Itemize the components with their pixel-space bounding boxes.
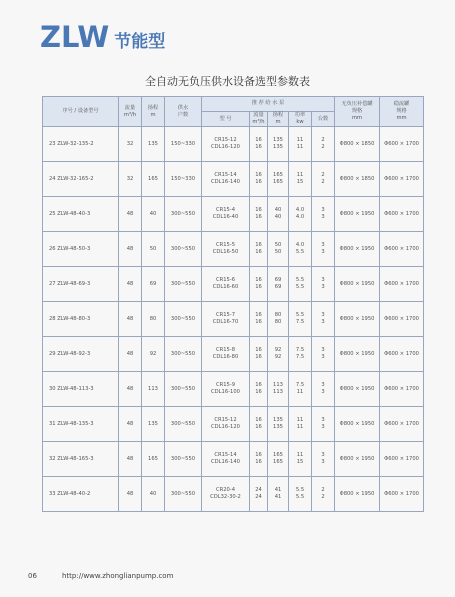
cell-power: 4.0 5.5 [289, 232, 312, 267]
cell-flow: 32 [119, 162, 142, 197]
cell-pump-head: 135 135 [268, 407, 289, 442]
cell-pump-head: 92 92 [268, 337, 289, 372]
cell-pump-head: 165 165 [268, 162, 289, 197]
brand-sub: 节能型 [114, 32, 166, 52]
cell-pump-head: 41 41 [268, 477, 289, 512]
cell-pump-head: 50 50 [268, 232, 289, 267]
cell-tank2: Φ600 × 1700 [380, 162, 424, 197]
cell-pump-model: CR15-12 CDL16-120 [202, 127, 250, 162]
cell-power: 11 11 [289, 127, 312, 162]
cell-qty: 2 2 [312, 162, 335, 197]
header-pump-model: 型 号 [202, 112, 250, 127]
table-row [43, 372, 424, 407]
cell-pump-model: CR15-5 CDL16-50 [202, 232, 250, 267]
cell-model: 29 ZLW-48-92-3 [43, 337, 119, 372]
cell-tank1: Φ800 × 1950 [335, 267, 380, 302]
cell-tank1: Φ800 × 1950 [335, 302, 380, 337]
cell-tank1: Φ800 × 1950 [335, 477, 380, 512]
cell-households: 150~330 [165, 162, 202, 197]
header-head: 扬程 m [142, 97, 165, 127]
cell-pump-model: CR15-4 CDL16-40 [202, 197, 250, 232]
cell-model: 28 ZLW-48-80-3 [43, 302, 119, 337]
cell-pump-head: 69 69 [268, 267, 289, 302]
cell-head: 135 [142, 127, 165, 162]
cell-pump-head: 40 40 [268, 197, 289, 232]
cell-pump-model: CR15-8 CDL16-80 [202, 337, 250, 372]
cell-qty: 3 3 [312, 267, 335, 302]
cell-pump-model: CR15-12 CDL16-120 [202, 407, 250, 442]
cell-flow: 48 [119, 337, 142, 372]
cell-tank1: Φ800 × 1950 [335, 442, 380, 477]
cell-power: 11 15 [289, 162, 312, 197]
cell-pump-flow: 16 16 [250, 267, 268, 302]
table-row [43, 197, 424, 232]
cell-model: 30 ZLW-48-113-3 [43, 372, 119, 407]
cell-households: 300~550 [165, 232, 202, 267]
cell-qty: 2 2 [312, 477, 335, 512]
cell-qty: 3 3 [312, 302, 335, 337]
cell-head: 135 [142, 407, 165, 442]
cell-pump-flow: 24 24 [250, 477, 268, 512]
header-qty: 台数 [312, 112, 335, 127]
cell-households: 300~550 [165, 197, 202, 232]
cell-flow: 48 [119, 372, 142, 407]
cell-pump-model: CR15-14 CDL16-140 [202, 442, 250, 477]
cell-tank2: Φ600 × 1700 [380, 372, 424, 407]
cell-pump-flow: 16 16 [250, 127, 268, 162]
cell-pump-flow: 16 16 [250, 197, 268, 232]
cell-qty: 2 2 [312, 127, 335, 162]
cell-tank2: Φ600 × 1700 [380, 407, 424, 442]
cell-qty: 3 3 [312, 372, 335, 407]
cell-head: 69 [142, 267, 165, 302]
cell-model: 24 ZLW-32-165-2 [43, 162, 119, 197]
cell-households: 300~550 [165, 372, 202, 407]
table-row [43, 232, 424, 267]
brand-title [40, 20, 165, 54]
cell-flow: 48 [119, 232, 142, 267]
header-households: 供水 户数 [165, 97, 202, 127]
cell-head: 80 [142, 302, 165, 337]
table-row [43, 127, 424, 162]
cell-tank2: Φ600 × 1700 [380, 302, 424, 337]
cell-power: 7.5 7.5 [289, 337, 312, 372]
header-flow: 流量 m³/h [119, 97, 142, 127]
cell-tank2: Φ600 × 1700 [380, 442, 424, 477]
cell-pump-model: CR20-4 CDL32-30-2 [202, 477, 250, 512]
cell-tank1: Φ800 × 1850 [335, 127, 380, 162]
table-row [43, 442, 424, 477]
cell-model: 23 ZLW-32-135-2 [43, 127, 119, 162]
cell-pump-head: 113 113 [268, 372, 289, 407]
cell-head: 40 [142, 477, 165, 512]
cell-tank2: Φ600 × 1700 [380, 337, 424, 372]
cell-head: 165 [142, 162, 165, 197]
cell-model: 32 ZLW-48-165-3 [43, 442, 119, 477]
cell-pump-head: 80 80 [268, 302, 289, 337]
header-pump-group: 推 荐 给 水 泵 [202, 97, 335, 112]
cell-flow: 48 [119, 302, 142, 337]
cell-flow: 48 [119, 442, 142, 477]
cell-qty: 3 3 [312, 232, 335, 267]
cell-power: 7.5 11 [289, 372, 312, 407]
brand-main: ZLW [40, 20, 110, 54]
cell-head: 40 [142, 197, 165, 232]
cell-qty: 3 3 [312, 407, 335, 442]
cell-model: 25 ZLW-48-40-3 [43, 197, 119, 232]
cell-tank2: Φ600 × 1700 [380, 477, 424, 512]
cell-qty: 3 3 [312, 442, 335, 477]
cell-qty: 3 3 [312, 197, 335, 232]
cell-pump-head: 165 165 [268, 442, 289, 477]
cell-pump-model: CR15-14 CDL16-140 [202, 162, 250, 197]
cell-tank1: Φ800 × 1950 [335, 337, 380, 372]
cell-tank1: Φ800 × 1950 [335, 232, 380, 267]
header-power: 功率 kw [289, 112, 312, 127]
cell-power: 4.0 4.0 [289, 197, 312, 232]
cell-power: 5.5 5.5 [289, 267, 312, 302]
header-model: 序号 / 设备型号 [43, 97, 119, 127]
cell-flow: 48 [119, 407, 142, 442]
cell-head: 113 [142, 372, 165, 407]
cell-pump-flow: 16 16 [250, 372, 268, 407]
cell-tank1: Φ800 × 1950 [335, 407, 380, 442]
table-title: 全自动无负压供水设备选型参数表 [145, 75, 310, 88]
cell-pump-model: CR15-6 CDL16-60 [202, 267, 250, 302]
header-tank2: 稳流罐 规格 mm [380, 97, 424, 127]
cell-head: 50 [142, 232, 165, 267]
table-row [43, 337, 424, 372]
cell-model: 27 ZLW-48-69-3 [43, 267, 119, 302]
cell-power: 11 11 [289, 407, 312, 442]
cell-pump-flow: 16 16 [250, 407, 268, 442]
cell-households: 300~550 [165, 337, 202, 372]
cell-head: 92 [142, 337, 165, 372]
cell-power: 11 15 [289, 442, 312, 477]
cell-power: 5.5 5.5 [289, 477, 312, 512]
cell-pump-model: CR15-9 CDL16-100 [202, 372, 250, 407]
cell-flow: 48 [119, 197, 142, 232]
cell-head: 165 [142, 442, 165, 477]
cell-qty: 3 3 [312, 337, 335, 372]
cell-flow: 48 [119, 267, 142, 302]
cell-tank1: Φ800 × 1950 [335, 197, 380, 232]
spec-table [42, 96, 424, 512]
page-number: 06 [28, 572, 37, 580]
cell-tank1: Φ800 × 1850 [335, 162, 380, 197]
cell-power: 5.5 7.5 [289, 302, 312, 337]
cell-tank2: Φ600 × 1700 [380, 197, 424, 232]
header-pump-flow: 流量 m³/h [250, 112, 268, 127]
cell-model: 33 ZLW-48-40-2 [43, 477, 119, 512]
cell-households: 300~550 [165, 442, 202, 477]
cell-pump-head: 135 135 [268, 127, 289, 162]
cell-tank1: Φ800 × 1950 [335, 372, 380, 407]
cell-pump-flow: 16 16 [250, 162, 268, 197]
cell-pump-flow: 16 16 [250, 442, 268, 477]
cell-pump-flow: 16 16 [250, 232, 268, 267]
cell-households: 300~550 [165, 407, 202, 442]
table-row [43, 267, 424, 302]
cell-tank2: Φ600 × 1700 [380, 267, 424, 302]
cell-tank2: Φ600 × 1700 [380, 127, 424, 162]
cell-model: 26 ZLW-48-50-3 [43, 232, 119, 267]
cell-households: 300~550 [165, 477, 202, 512]
cell-households: 300~550 [165, 267, 202, 302]
header-pump-head: 扬程 m [268, 112, 289, 127]
cell-pump-flow: 16 16 [250, 302, 268, 337]
cell-flow: 48 [119, 477, 142, 512]
cell-flow: 32 [119, 127, 142, 162]
cell-pump-model: CR15-7 CDL16-70 [202, 302, 250, 337]
cell-pump-flow: 16 16 [250, 337, 268, 372]
cell-tank2: Φ600 × 1700 [380, 232, 424, 267]
header-tank1: 无负压补偿罐 规格 mm [335, 97, 380, 127]
table-row [43, 477, 424, 512]
table-row [43, 407, 424, 442]
cell-households: 300~550 [165, 302, 202, 337]
table-row [43, 162, 424, 197]
cell-model: 31 ZLW-48-135-3 [43, 407, 119, 442]
table-row [43, 302, 424, 337]
cell-households: 150~330 [165, 127, 202, 162]
footer-url: http://www.zhonglianpump.com [62, 572, 174, 580]
